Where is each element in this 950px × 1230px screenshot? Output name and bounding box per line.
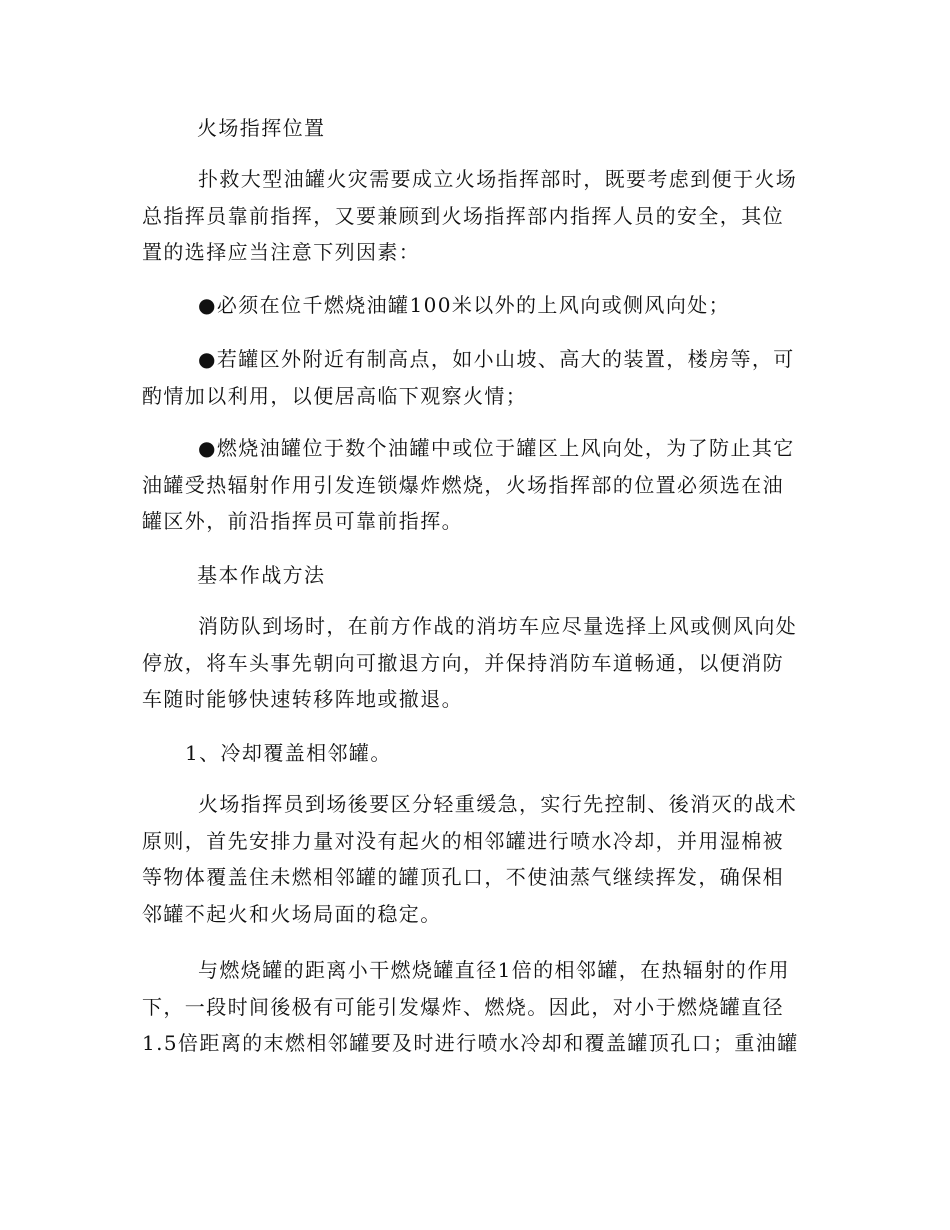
- text-line: 酌情加以利用，以便居高临下观察火情；: [142, 383, 528, 408]
- text-line: 停放，将车头事先朝向可撤退方向，并保持消防车道畅通，以便消防: [142, 650, 784, 675]
- text-line: 扑救大型油罐火灾需要成立火场指挥部时，既要考虑到便于火场: [198, 167, 798, 191]
- paragraph-control-first: [142, 786, 804, 932]
- heading-basic-tactics: 基本作战方法: [197, 563, 326, 587]
- text-line: ●若罐区外附近有制高点，如小山坡、高大的装置，楼房等，可: [198, 347, 795, 371]
- paragraph-vehicle-parking: [142, 608, 804, 718]
- bullet-item-high-point: [142, 341, 804, 414]
- list-item-cool-adjacent-tanks: 1、冷却覆盖相邻罐。: [185, 741, 392, 765]
- paragraph-command-post-intro: [142, 161, 804, 271]
- text-line: 置的选择应当注意下列因素：: [142, 240, 421, 264]
- text-line: 与燃烧罐的距离小干燃烧罐直径1倍的相邻罐，在热辐射的作用: [198, 958, 790, 982]
- text-line: 火场指挥员到场後要区分轻重缓急，实行先控制、後消灭的战术: [198, 792, 798, 816]
- text-line: ●燃烧油罐位于数个油罐中或位于罐区上风向处，为了防止其它: [198, 436, 795, 460]
- text-line: 1.5倍距离的末燃相邻罐要及时进行喷水冷却和覆盖罐顶孔口；重油罐: [142, 1031, 799, 1055]
- text-line: 原则，首先安排力量对没有起火的相邻罐进行喷水冷却，并用湿棉被: [142, 828, 784, 853]
- text-line: ●必须在位千燃烧油罐100米以外的上风向或侧风向处；: [198, 293, 731, 317]
- text-line: 消防队到场时，在前方作战的消坊车应尽量选择上风或侧风向处: [198, 614, 798, 638]
- text-line: 总指挥员靠前指挥，又要兼顾到火场指挥部内指挥人员的安全，其位: [142, 203, 784, 228]
- text-line: 罐区外，前沿指挥员可靠前指挥。: [142, 509, 463, 533]
- heading-fire-command-position: 火场指挥位置: [197, 116, 326, 140]
- text-line: 邻罐不起火和火场局面的稳定。: [142, 901, 442, 926]
- text-line: 油罐受热辐射作用引发连锁爆炸燃烧，火场指挥部的位置必须选在油: [142, 472, 784, 497]
- text-line: 下，一段时间後极有可能引发爆炸、燃烧。因此，对小于燃烧罐直径: [142, 994, 784, 1019]
- bullet-item-upwind-distance: [142, 287, 804, 324]
- paragraph-adjacent-tank-distance: [142, 952, 804, 1062]
- text-line: 等物体覆盖住未燃相邻罐的罐顶孔口，不使油蒸气继续挥发，确保相: [142, 865, 784, 889]
- text-line: 车随时能够快速转移阵地或撤退。: [142, 687, 463, 711]
- bullet-item-outside-tank-area: [142, 430, 804, 540]
